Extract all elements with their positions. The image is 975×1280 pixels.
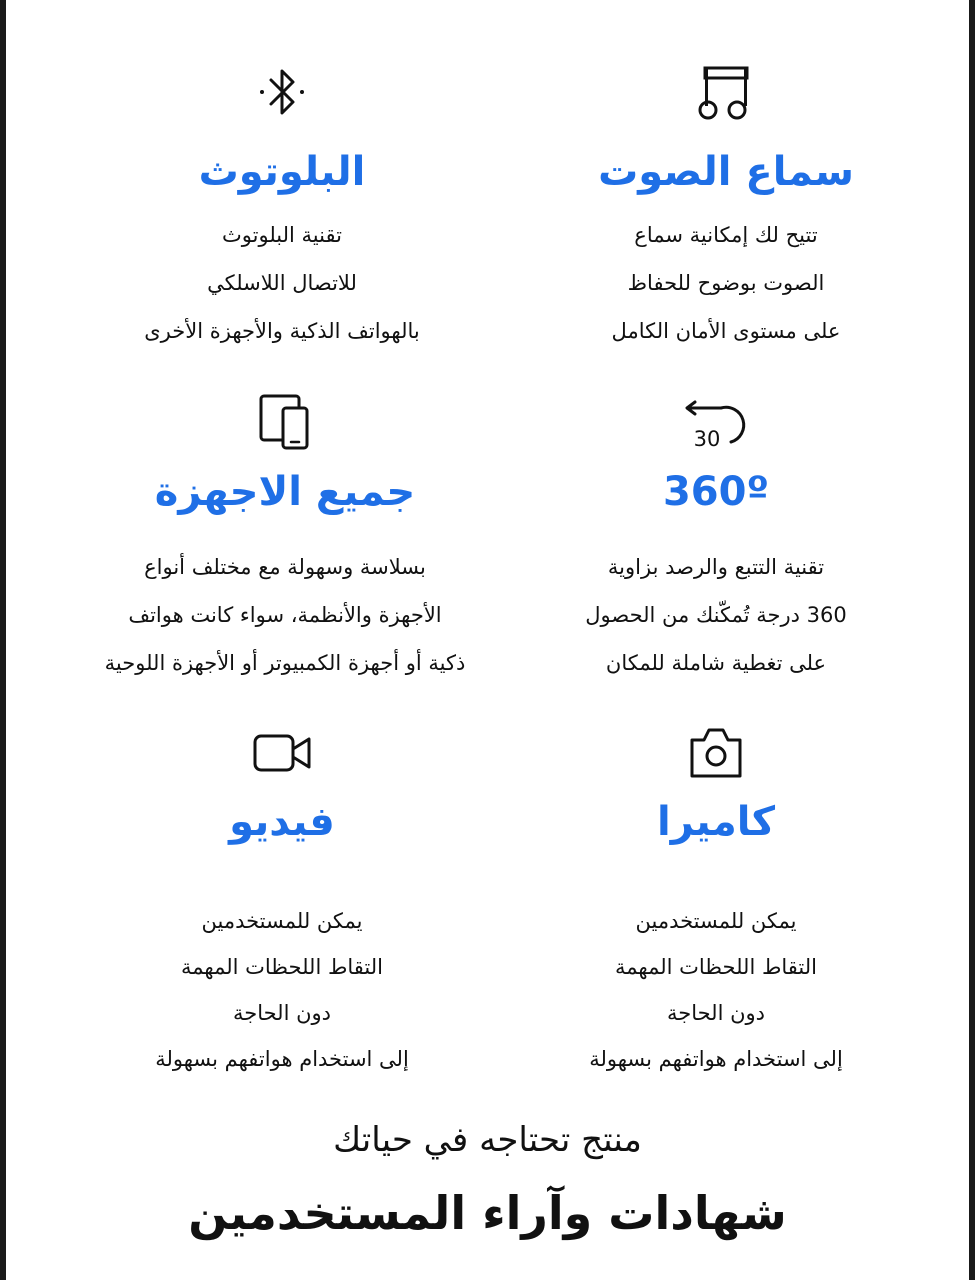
feature-title: 360º	[662, 469, 770, 515]
feature-title: فيديو	[229, 799, 335, 845]
feature-line: ذكية أو أجهزة الكمبيوتر أو الأجهزة اللوحية	[104, 651, 466, 675]
feature-line: الصوت بوضوح للحفاظ	[627, 271, 825, 295]
feature-line: دون الحاجة	[232, 1001, 332, 1025]
feature-line: تتيح لك إمكانية سماع	[634, 223, 818, 247]
feature-camera	[516, 722, 916, 1071]
feature-line: تقنية البلوتوث	[222, 223, 342, 247]
feature-title: سماع الصوت	[598, 149, 854, 195]
feature-rotation	[516, 390, 916, 675]
feature-sheet	[6, 0, 969, 1280]
tagline: منتج تحتاجه في حياتك	[333, 1120, 642, 1160]
devices-icon	[253, 390, 317, 454]
feature-line: على مستوى الأمان الكامل	[611, 319, 841, 343]
feature-line: يمكن للمستخدمين	[635, 909, 797, 933]
feature-line: التقاط اللحظات المهمة	[615, 955, 817, 979]
feature-line: الأجهزة والأنظمة، سواء كانت هواتف	[128, 603, 442, 627]
feature-line: تقنية التتبع والرصد بزاوية	[607, 555, 825, 579]
feature-line: 360 درجة تُمكّنك من الحصول	[585, 603, 847, 627]
feature-line: يمكن للمستخدمين	[201, 909, 363, 933]
feature-sound	[526, 60, 926, 343]
feature-bluetooth	[82, 60, 482, 343]
feature-line: إلى استخدام هواتفهم بسهولة	[589, 1047, 843, 1071]
feature-title: البلوتوث	[198, 149, 366, 195]
feature-line: على تغطية شاملة للمكان	[605, 651, 827, 675]
rotate-label: 30	[693, 427, 721, 451]
feature-title: كاميرا	[657, 799, 775, 845]
testimonials-heading: شهادات وآراء المستخدمين	[188, 1186, 787, 1240]
feature-devices	[20, 390, 550, 675]
feature-title: جميع الاجهزة	[154, 469, 416, 515]
feature-line: دون الحاجة	[666, 1001, 766, 1025]
bluetooth-icon	[252, 60, 312, 124]
feature-line: إلى استخدام هواتفهم بسهولة	[155, 1047, 409, 1071]
feature-line: بالهواتف الذكية والأجهزة الأخرى	[144, 319, 420, 343]
feature-line: التقاط اللحظات المهمة	[181, 955, 383, 979]
feature-line: للاتصال اللاسلكي	[207, 271, 357, 295]
music-note-icon	[696, 60, 756, 124]
feature-line: بسلاسة وسهولة مع مختلف أنواع	[144, 555, 426, 579]
rotate-30-icon	[681, 390, 751, 454]
camera-icon	[684, 722, 748, 786]
feature-video	[82, 722, 482, 1071]
video-camera-icon	[250, 722, 314, 786]
